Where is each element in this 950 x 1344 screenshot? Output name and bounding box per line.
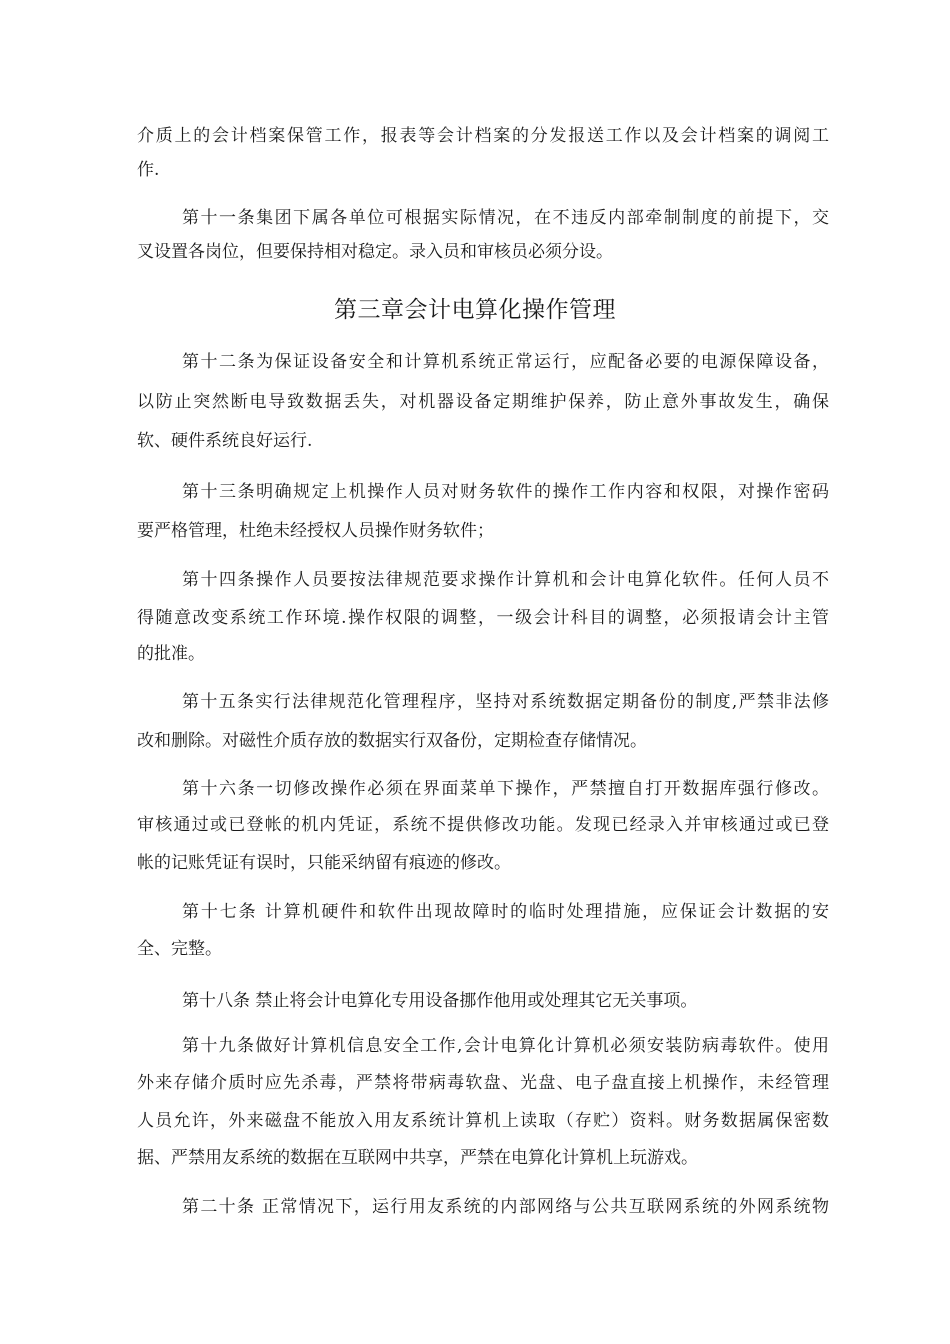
- text-line: 第十四条操作人员要按法律规范要求操作计算机和会计电算化软件。任何人员不: [182, 570, 829, 590]
- text-line: 第十七条 计算机硬件和软件出现故障时的临时处理措施，应保证会计数据的安: [182, 902, 829, 922]
- text-line: 帐的记账凭证有误时，只能采纳留有痕迹的修改。: [137, 853, 511, 873]
- text-line: 第十二条为保证设备安全和计算机系统正常运行，应配备必要的电源保障设备，: [182, 352, 829, 372]
- text-line: 的批准。: [137, 644, 205, 664]
- text-line: 第十八条 禁止将会计电算化专用设备挪作他用或处理其它无关事项。: [182, 991, 698, 1011]
- text-line: 得随意改变系统工作环境.操作权限的调整，一级会计科目的调整，必须报请会计主管: [137, 608, 829, 628]
- text-line: 第十六条一切修改操作必须在界面菜单下操作，严禁擅自打开数据库强行修改。: [182, 779, 829, 799]
- text-line: 介质上的会计档案保管工作，报表等会计档案的分发报送工作以及会计档案的调阅工: [137, 126, 829, 146]
- text-line: 审核通过或已登帐的机内凭证，系统不提供修改功能。发现已经录入并审核通过或已登: [137, 815, 829, 835]
- text-line: 软、硬件系统良好运行.: [137, 431, 313, 451]
- text-line: 人员允许，外来磁盘不能放入用友系统计算机上读取（存贮）资料。财务数据属保密数: [137, 1111, 829, 1131]
- text-line: 全、完整。: [137, 939, 222, 959]
- text-line: 以防止突然断电导致数据丢失，对机器设备定期维护保养，防止意外事故发生，确保: [137, 392, 829, 412]
- text-line: 第二十条 正常情况下，运行用友系统的内部网络与公共互联网系统的外网系统物: [182, 1197, 829, 1217]
- text-line: 要严格管理，杜绝未经授权人员操作财务软件；: [137, 521, 494, 541]
- chapter-heading: 第三章会计电算化操作管理: [334, 297, 616, 323]
- text-line: 改和删除。对磁性介质存放的数据实行双备份，定期检查存储情况。: [137, 731, 647, 751]
- text-line: 第十九条做好计算机信息安全工作,会计电算化计算机必须安装防病毒软件。使用: [182, 1036, 829, 1056]
- text-line: 第十一条集团下属各单位可根据实际情况，在不违反内部牵制制度的前提下，交: [182, 208, 829, 228]
- text-line: 据、严禁用友系统的数据在互联网中共享，严禁在电算化计算机上玩游戏。: [137, 1148, 698, 1168]
- text-line: 外来存储介质时应先杀毒，严禁将带病毒软盘、光盘、电子盘直接上机操作，未经管理: [137, 1073, 829, 1093]
- text-line: 第十五条实行法律规范化管理程序，坚持对系统数据定期备份的制度,严禁非法修: [182, 692, 829, 712]
- text-line: 第十三条明确规定上机操作人员对财务软件的操作工作内容和权限，对操作密码: [182, 482, 829, 502]
- text-line: 叉设置各岗位，但要保持相对稳定。录入员和审核员必须分设。: [137, 242, 613, 262]
- text-line: 作.: [137, 160, 160, 180]
